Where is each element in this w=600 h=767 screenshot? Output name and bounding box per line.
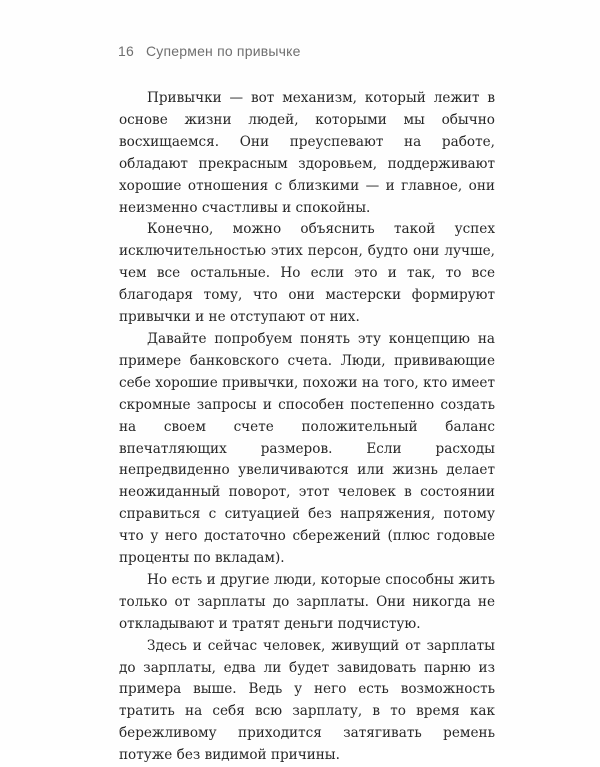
body-text xyxy=(119,88,495,767)
running-title: Супермен по привычке xyxy=(145,43,301,59)
paragraph-2: Конечно, можно объяснить такой успех исключительностью этих персон, будто они лучше, чем все остальные. Но если это и так, то все благодаря тому, что они мастерски формируют привычки и не отступают от них. xyxy=(119,221,495,326)
paragraph-3: Давайте попробуем понять эту концепцию на примере банковского счета. Люди, прививающие себе хорошие привычки, похожи на того, кто имеет скромные запросы и способен постепенно создать на своем счете положительный баланс впечатляющих размеров. Если расходы непредвиденно увеличиваются или жизнь делает неожиданный поворот, этот человек в состоянии справиться с ситуацией без напряжения, потому что у него достаточно сбережений (плюс годовые проценты по вкладам). xyxy=(119,330,495,567)
page-number: 16 xyxy=(118,43,134,59)
running-header xyxy=(118,43,301,59)
paragraph-5: Здесь и сейчас человек, живущий от зарплаты до зарплаты, едва ли будет завидовать парню из примера выше. Ведь у него есть возможность тратить на себя всю зарплату, в то время как бережливому приходится затягивать ремень потуже без видимой причины. xyxy=(119,637,495,764)
paragraph-4: Но есть и другие люди, которые способны жить только от зарплаты до зарплаты. Они никогда не откладывают и тратят деньги подчистую. xyxy=(119,571,495,632)
paragraph-1: Привычки — вот механизм, который лежит в основе жизни людей, которыми мы обычно восхищаемся. Они преуспевают на работе, обладают прекрасным здоровьем, поддерживают хорошие отношения с близкими — и главное, они неизменно счастливы и спокойны. xyxy=(119,90,495,216)
